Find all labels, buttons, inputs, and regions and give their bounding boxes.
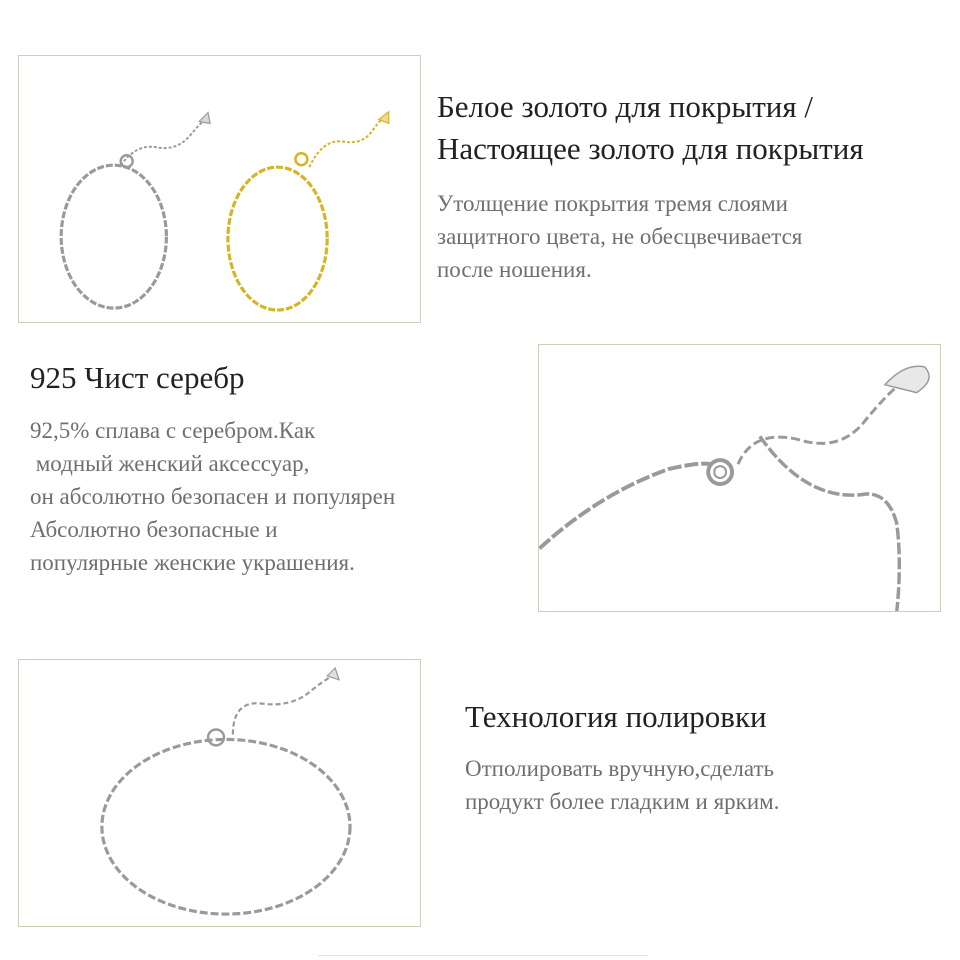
section-2-description xyxy=(30,414,395,579)
section-2-description-line-4: Абсолютно безопасные и xyxy=(30,517,278,542)
bottom-divider xyxy=(318,955,648,956)
section-3-heading-line-1: Технология полировки xyxy=(465,699,767,734)
product-image-frame-1 xyxy=(18,55,421,323)
section-2-description-line-1: 92,5% сплава с серебром.Как xyxy=(30,418,316,443)
section-1-description xyxy=(437,187,802,286)
section-1-heading xyxy=(437,86,864,170)
silver-bracelet-image xyxy=(19,660,420,926)
silver-gold-bracelets-image xyxy=(19,56,420,322)
section-1-description-line-2: защитного цвета, не обесцвечивается xyxy=(437,224,803,249)
clasp-closeup-image xyxy=(539,345,940,611)
section-1-heading-line-1: Белое золото для покрытия / xyxy=(437,89,814,124)
section-3-description xyxy=(465,752,779,818)
section-2-description-line-2: модный женский аксессуар, xyxy=(30,451,310,476)
section-2-description-line-5: популярные женские украшения. xyxy=(30,550,355,575)
section-1-description-line-3: после ношения. xyxy=(437,257,592,282)
gold-bracelet-drawing xyxy=(228,112,389,311)
section-3-description-line-1: Отполировать вручную,сделать xyxy=(465,756,775,781)
section-3-heading xyxy=(465,696,767,738)
section-1-heading-line-2: Настоящее золото для покрытия xyxy=(437,131,864,166)
section-2-description-line-3: он абсолютно безопасен и популярен xyxy=(30,484,396,509)
section-2-heading-line-1: 925 Чист серебр xyxy=(30,360,245,395)
section-2-heading xyxy=(30,357,244,399)
section-3-description-line-2: продукт более гладким и ярким. xyxy=(465,789,780,814)
section-1-description-line-1: Утолщение покрытия тремя слоями xyxy=(437,191,788,216)
silver-bracelet-drawing xyxy=(61,113,210,309)
product-image-frame-3 xyxy=(18,659,421,927)
product-image-frame-2 xyxy=(538,344,941,612)
